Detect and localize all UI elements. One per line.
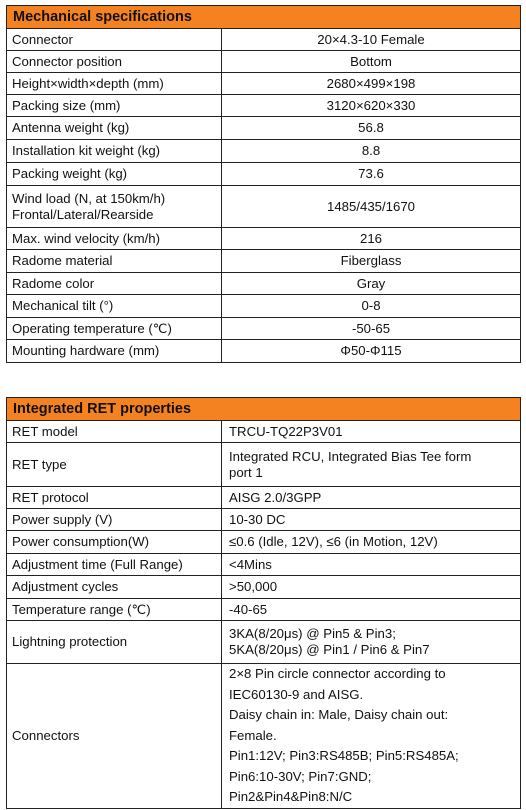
row-label: Max. wind velocity (km/h) xyxy=(7,228,222,250)
row-label: Operating temperature (℃) xyxy=(7,318,222,340)
row-label: Radome color xyxy=(7,273,222,295)
row-value: 8.8 xyxy=(222,140,521,163)
row-value xyxy=(222,576,521,599)
table-row xyxy=(7,509,521,531)
table-row xyxy=(7,250,521,273)
row-value: 56.8 xyxy=(222,117,521,140)
table-row xyxy=(7,140,521,163)
row-value xyxy=(222,531,521,554)
row-value xyxy=(222,421,521,443)
row-value xyxy=(222,554,521,576)
table-row xyxy=(7,228,521,250)
mechanical-specifications-table xyxy=(6,5,521,363)
table-row xyxy=(7,421,521,443)
table-row xyxy=(7,295,521,318)
row-label: Power consumption(W) xyxy=(7,531,222,554)
row-value-line: 10-30 DC xyxy=(229,511,286,527)
row-label xyxy=(7,186,222,228)
table-row xyxy=(7,273,521,295)
row-value-line: 5KA(8/20μs) @ Pin1 / Pin6 & Pin7 xyxy=(229,642,430,657)
row-value: 1485/435/1670 xyxy=(222,186,521,228)
row-label: Connectors xyxy=(7,664,222,809)
table-row xyxy=(7,599,521,621)
row-value-line: Female. xyxy=(229,727,277,743)
row-value-line: 3KA(8/20μs) @ Pin5 & Pin3; xyxy=(229,626,396,641)
table-row xyxy=(7,664,521,809)
row-label: Lightning protection xyxy=(7,621,222,664)
row-label: Radome material xyxy=(7,250,222,273)
row-value-line: >50,000 xyxy=(229,579,278,594)
table-row xyxy=(7,621,521,664)
row-value: Gray xyxy=(222,273,521,295)
table-row xyxy=(7,95,521,117)
row-label: Height×width×depth (mm) xyxy=(7,73,222,95)
row-label: Connector xyxy=(7,29,222,51)
row-value xyxy=(222,664,521,809)
table-row xyxy=(7,51,521,73)
table-row xyxy=(7,29,521,51)
row-value-line: IEC60130-9 and AISG. xyxy=(229,686,364,702)
row-value-line: Pin6:10-30V; Pin7:GND; xyxy=(229,768,372,784)
row-label: RET model xyxy=(7,421,222,443)
row-value: -50-65 xyxy=(222,318,521,340)
row-value xyxy=(222,621,521,664)
row-label: Connector position xyxy=(7,51,222,73)
table-row xyxy=(7,531,521,554)
row-value-line: ≤0.6 (Idle, 12V), ≤6 (in Motion, 12V) xyxy=(229,534,438,549)
table-row xyxy=(7,554,521,576)
row-label: Mounting hardware (mm) xyxy=(7,340,222,363)
row-label-line: Wind load (N, at 150km/h) xyxy=(12,190,166,206)
row-value-line: Daisy chain in: Male, Daisy chain out: xyxy=(229,707,449,722)
row-label: Packing weight (kg) xyxy=(7,163,222,186)
row-value-line: port 1 xyxy=(229,464,263,480)
row-label: Temperature range (℃) xyxy=(7,599,222,621)
table-row xyxy=(7,576,521,599)
section-title: Integrated RET properties xyxy=(7,398,521,421)
row-value-line: AISG 2.0/3GPP xyxy=(229,489,322,505)
table-row xyxy=(7,163,521,186)
table-row xyxy=(7,186,521,228)
table-row xyxy=(7,443,521,487)
row-value xyxy=(222,487,521,509)
row-value-line: Integrated RCU, Integrated Bias Tee form xyxy=(229,448,472,464)
row-value: 20×4.3-10 Female xyxy=(222,29,521,51)
row-value: Bottom xyxy=(222,51,521,73)
table-row xyxy=(7,73,521,95)
row-label: Packing size (mm) xyxy=(7,95,222,117)
row-value: Φ50-Φ115 xyxy=(222,340,521,363)
table-row xyxy=(7,487,521,509)
row-label: RET type xyxy=(7,443,222,487)
table-row xyxy=(7,117,521,140)
row-label: Adjustment time (Full Range) xyxy=(7,554,222,576)
ret-properties-table xyxy=(6,397,521,809)
row-label: Installation kit weight (kg) xyxy=(7,140,222,163)
table-row xyxy=(7,340,521,363)
row-value-line: 2×8 Pin circle connector according to xyxy=(229,666,446,681)
table-row xyxy=(7,318,521,340)
row-label: Mechanical tilt (°) xyxy=(7,295,222,318)
row-value-line: Pin1:12V; Pin3:RS485B; Pin5:RS485A; xyxy=(229,748,459,763)
row-value-line: -40-65 xyxy=(229,601,268,617)
section-title: Mechanical specifications xyxy=(7,6,521,29)
row-label: RET protocol xyxy=(7,487,222,509)
row-value: 73.6 xyxy=(222,163,521,186)
row-value xyxy=(222,509,521,531)
row-value-line: TRCU-TQ22P3V01 xyxy=(229,423,343,439)
row-label: Antenna weight (kg) xyxy=(7,117,222,140)
row-label: Adjustment cycles xyxy=(7,576,222,599)
row-value: 0-8 xyxy=(222,295,521,318)
row-value: 3120×620×330 xyxy=(222,95,521,117)
row-value: 2680×499×198 xyxy=(222,73,521,95)
row-value-line: <4Mins xyxy=(229,556,272,572)
row-value-line: Pin2&Pin4&Pin8:N/C xyxy=(229,789,353,804)
row-label-line: Frontal/Lateral/Rearside xyxy=(12,206,154,222)
row-value: 216 xyxy=(222,228,521,250)
row-value xyxy=(222,443,521,487)
row-value: Fiberglass xyxy=(222,250,521,273)
row-label: Power supply (V) xyxy=(7,509,222,531)
row-value xyxy=(222,599,521,621)
